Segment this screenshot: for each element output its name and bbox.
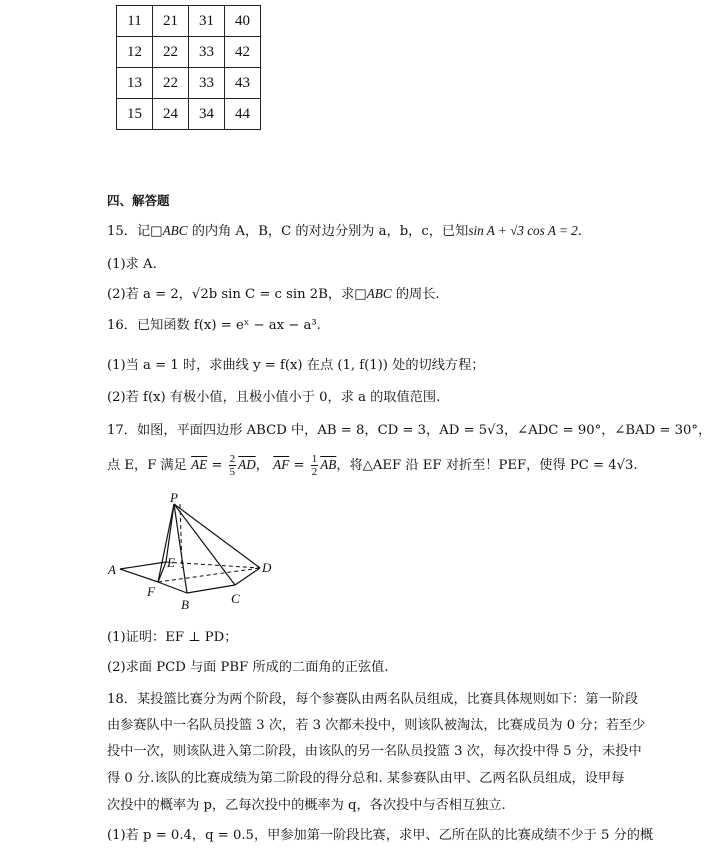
table-cell: 21 [153,6,189,37]
q17-part2: (2)求面 PCD 与面 PBF 所成的二面角的正弦值. [107,660,389,675]
table-cell: 33 [189,68,225,99]
q16-stem: 16．已知函数 f(x) = eˣ − ax − a³. [107,318,321,333]
label-e: E [167,555,175,570]
vector-ae: $\overline{AE}$ [191,457,208,472]
table-cell: 11 [117,6,153,37]
frac-num: 2 [229,453,236,465]
q18-line4: 得 0 分.该队的比赛成绩为第二阶段的得分总和. 某参赛队由甲、乙两名队员组成，设甲每 [107,771,625,786]
label-a: A [108,562,116,577]
q15-part2 [107,283,440,302]
q17-stem-line1: 17．如图，平面四边形 ABCD 中，AB = 8，CD = 3，AD = 5√3，∠ADC = 90°，∠BAD = 30°， [107,423,712,438]
table-cell: 22 [153,37,189,68]
q18-line1: 18．某投篮比赛分为两个阶段，每个参赛队由两名队员组成，比赛具体规则如下：第一阶段 [107,692,639,707]
table-cell: 44 [225,99,261,130]
q18-line2: 由参赛队中一名队员投篮 3 次，若 3 次都未投中，则该队被淘汰，比赛成员为 0 分；若至少 [107,718,646,733]
q15-part1: (1)求 A. [107,257,157,272]
q16-part1: (1)当 a = 1 时，求曲线 y = f(x) 在点 (1, f(1)) 处的切线方程； [107,358,485,373]
frac-den: 5 [229,466,236,478]
q17-stem2-c: ，将△AEF 沿 EF 对折至！PEF，使得 PC = 4√3. [336,458,638,473]
vector-ab: $\overline{AB}$ [320,457,337,472]
table-cell: 22 [153,68,189,99]
q18-line6: (1)若 p = 0.4，q = 0.5，甲参加第一阶段比赛，求甲、乙所在队的比赛成绩不少于 5 分的概 [107,828,654,843]
table-cell: 42 [225,37,261,68]
table-row [117,37,261,68]
q18-line3: 投中一次，则该队进入第二阶段，由该队的另一名队员投篮 3 次，每次投中得 5 分，未投中 [107,744,642,759]
table-cell: 31 [189,6,225,37]
label-b: B [181,597,189,612]
q16-part2: (2)若 f(x) 有极小值，且极小值小于 0，求 a 的取值范围. [107,390,441,405]
table-cell: 34 [189,99,225,130]
table-cell: 24 [153,99,189,130]
table-row [117,68,261,99]
q17-stem2-b: ， [255,458,269,473]
frac-den: 2 [311,466,318,478]
q15-p2-c: 的周长. [391,287,440,302]
label-p: P [170,490,178,505]
q15-p2-b: ABC [366,286,392,301]
table-cell: 12 [117,37,153,68]
table-cell: 40 [225,6,261,37]
vector-ad: $\overline{AD}$ [238,457,256,472]
label-f: F [147,584,155,599]
table-cell: 33 [189,37,225,68]
q17-stem2-a: 点 E，F 满足 [107,458,192,473]
table-row [117,99,261,130]
label-c: C [231,591,240,606]
section-heading: 四、解答题 [107,193,170,208]
vector-af: $\overline{AF}$ [273,457,290,472]
q15-stem-a: 15．记□ [107,224,163,239]
fraction-one-half [311,453,319,478]
q17-part1: (1)证明：EF ⊥ PD； [107,630,238,645]
q15-stem-c: 的内角 A，B，C 的对边分别为 a，b，c，已知 [187,224,469,239]
frac-num: 1 [311,453,318,465]
q15-p2-a: (2)若 a = 2，√2b sin C = c sin 2B，求□ [107,287,367,302]
q15-stem: 15．记□ABC 的内角 A，B，C 的对边分别为 a，b，c，已知sin A + √3 cos A = 2. [107,223,582,239]
table-row [117,6,261,37]
table-cell: 43 [225,68,261,99]
q18-line5: 次投中的概率为 p，乙每次投中的概率为 q，各次投中与否相互独立. [107,798,506,813]
pyramid-figure [100,490,300,615]
label-d: D [262,560,272,575]
table-cell: 15 [117,99,153,130]
q15-formula: sin A + √3 cos A = 2 [468,223,578,238]
fraction-two-fifths [229,453,237,478]
table-cell: 13 [117,68,153,99]
q15-stem-b: ABC [162,223,188,238]
q17-stem-line2: 点 E，F 满足 $\overline{AE}$ = $\frac{2}{5}$ $\overline{AD}$， $\overline{AF}$ = $\frac{1}{2}$ $\overline{AB}$，将△AEF 沿 EF 对折至！PEF，使得 PC = 4√3. [107,453,638,478]
number-table [116,5,261,130]
